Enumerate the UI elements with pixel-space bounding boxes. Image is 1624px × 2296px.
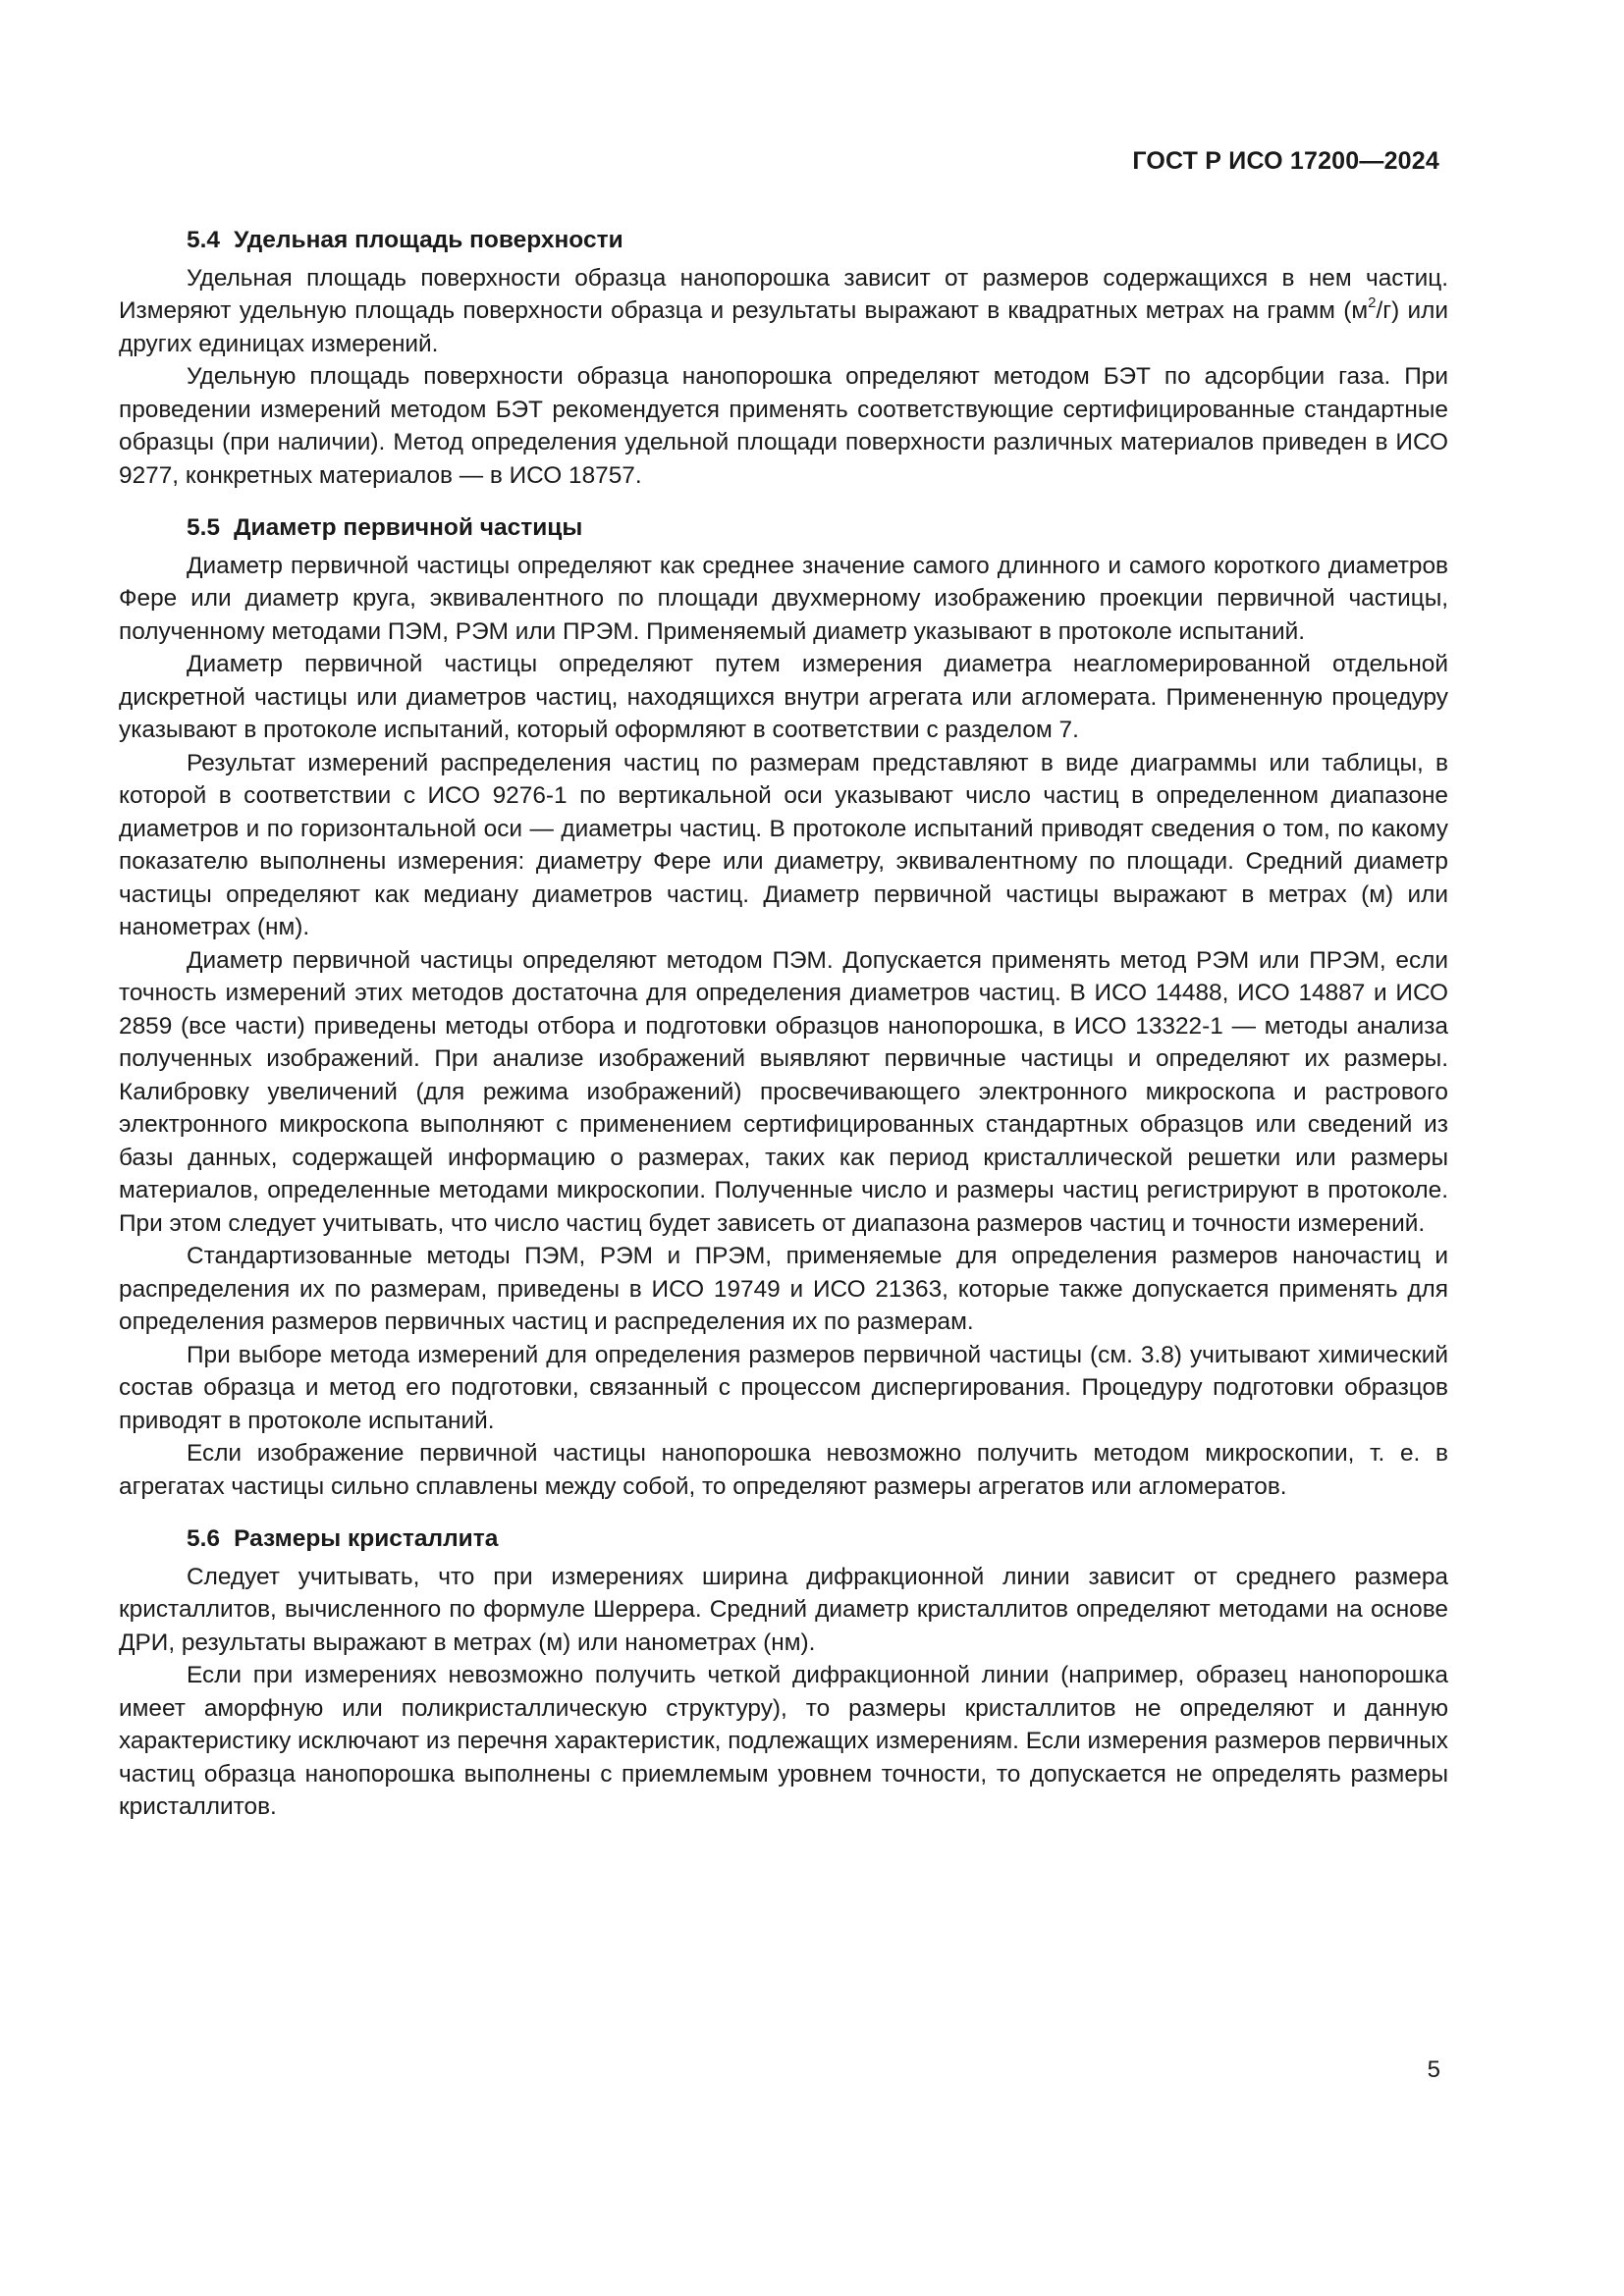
paragraph: При выборе метода измерений для определения размеров первичной частицы (см. 3.8) учитывают химический состав образца и метод его подготовки, связанный с процессом диспергирования. Процедуру подготовки образцов приводят в протоколе испытаний. [119,1341,1448,1434]
section-5-6 [119,1522,1448,1824]
superscript: 2 [1368,294,1377,311]
page-number: 5 [1427,2056,1440,2083]
document-body [119,224,1448,1824]
paragraph: Результат измерений распределения частиц по размерам представляют в виде диаграммы или таблицы, в которой в соответствии с ИСО 9276-1 по вертикальной оси указывают число частиц в определенном диапазоне диаметров и по горизонтальной оси — диаметры частиц. В протоколе испытаний приводят сведения о том, по какому показателю выполнены измерения: диаметру Фере или диаметру, эквивалентному по площади. Средний диаметр частицы определяют как медиану диаметров частиц. Диаметр первичной частицы выражают в метрах (м) или нанометрах (нм). [119,749,1448,940]
section-number: 5.5 [187,514,221,541]
paragraph: Удельную площадь поверхности образца нанопорошка определяют методом БЭТ по адсорбции газа. При проведении измерений методом БЭТ рекомендуется применять соответствующие сертифицированные стандартные образцы (при наличии). Метод определения удельной площади поверхности различных материалов приведен в ИСО 9277, конкретных материалов — в ИСО 18757. [119,363,1448,489]
paragraph: Если при измерениях невозможно получить четкой дифракционной линии (например, образец нанопорошка имеет аморфную или поликристаллическую структуру), то размеры кристаллитов не определяют и данную характеристику исключают из перечня характеристик, подлежащих измерениям. Если измерения размеров первичных частиц образца нанопорошка выполнены с приемлемым уровнем точности, то допускается не определять размеры кристаллитов. [119,1662,1448,1820]
section-heading [119,224,1448,257]
paragraph: Диаметр первичной частицы определяют методом ПЭМ. Допускается применять метод РЭМ или ПРЭМ, если точность измерений этих методов достаточна для определения диаметров частиц. В ИСО 14488, ИСО 14887 и ИСО 2859 (все части) приведены методы отбора и подготовки образцов нанопорошка, в ИСО 13322-1 — методы анализа полученных изображений. При анализе изображений выявляют первичные частицы и определяют их размеры. Калибровку увеличений (для режима изображений) просвечивающего электронного микроскопа и растрового электронного микроскопа выполняют с применением сертифицированных стандартных образцов или сведений из базы данных, содержащей информацию о размерах, таких как период кристаллической решетки или размеры материалов, определенные методами микроскопии. Полученные число и размеры частиц регистрируют в протоколе. При этом следует учитывать, что число частиц будет зависеть от диапазона размеров частиц и точности измерений. [119,946,1448,1237]
section-heading [119,511,1448,545]
section-title-text: Размеры кристаллита [234,1525,499,1552]
section-5-5 [119,511,1448,1503]
paragraph [119,262,1448,361]
paragraph: Диаметр первичной частицы определяют путем измерения диаметра неагломерированной отдельной дискретной частицы или диаметров частиц, находящихся внутри агрегата или агломерата. Примененную процедуру указывают в протоколе испытаний, который оформляют в соответствии с разделом 7. [119,651,1448,743]
paragraph: Если изображение первичной частицы нанопорошка невозможно получить методом микроскопии, т. е. в агрегатах частицы сильно сплавлены между собой, то определяют размеры агрегатов или агломератов. [119,1440,1448,1500]
section-title-text: Удельная площадь поверхности [234,227,623,253]
section-5-4 [119,224,1448,492]
section-heading [119,1522,1448,1556]
section-number: 5.4 [187,227,221,253]
paragraph-text: Удельная площадь поверхности образца нанопорошка зависит от размеров содержащихся в нем частиц. Измеряют удельную площадь поверхности образца и результаты выражают в квадратных метрах на грамм (м [119,264,1448,324]
paragraph: Диаметр первичной частицы определяют как среднее значение самого длинного и самого короткого диаметров Фере или диаметр круга, эквивалентного по площади двухмерному изображению проекции первичной частицы, полученному методами ПЭМ, РЭМ или ПРЭМ. Применяемый диаметр указывают в протоколе испытаний. [119,552,1448,645]
paragraph-text-continued: /г) или других единицах измерений. [119,297,1448,357]
section-number: 5.6 [187,1525,221,1552]
paragraph: Следует учитывать, что при измерениях ширина дифракционной линии зависит от среднего размера кристаллитов, вычисленного по формуле Шеррера. Средний диаметр кристаллитов определяют методами на основе ДРИ, результаты выражают в метрах (м) или нанометрах (нм). [119,1563,1448,1656]
section-title-text: Диаметр первичной частицы [234,514,583,541]
standard-code-header: ГОСТ Р ИСО 17200—2024 [1132,147,1439,175]
paragraph: Стандартизованные методы ПЭМ, РЭМ и ПРЭМ, применяемые для определения размеров наночастиц и распределения их по размерам, приведены в ИСО 19749 и ИСО 21363, которые также допускается применять для определения размеров первичных частиц и распределения их по размерам. [119,1243,1448,1335]
